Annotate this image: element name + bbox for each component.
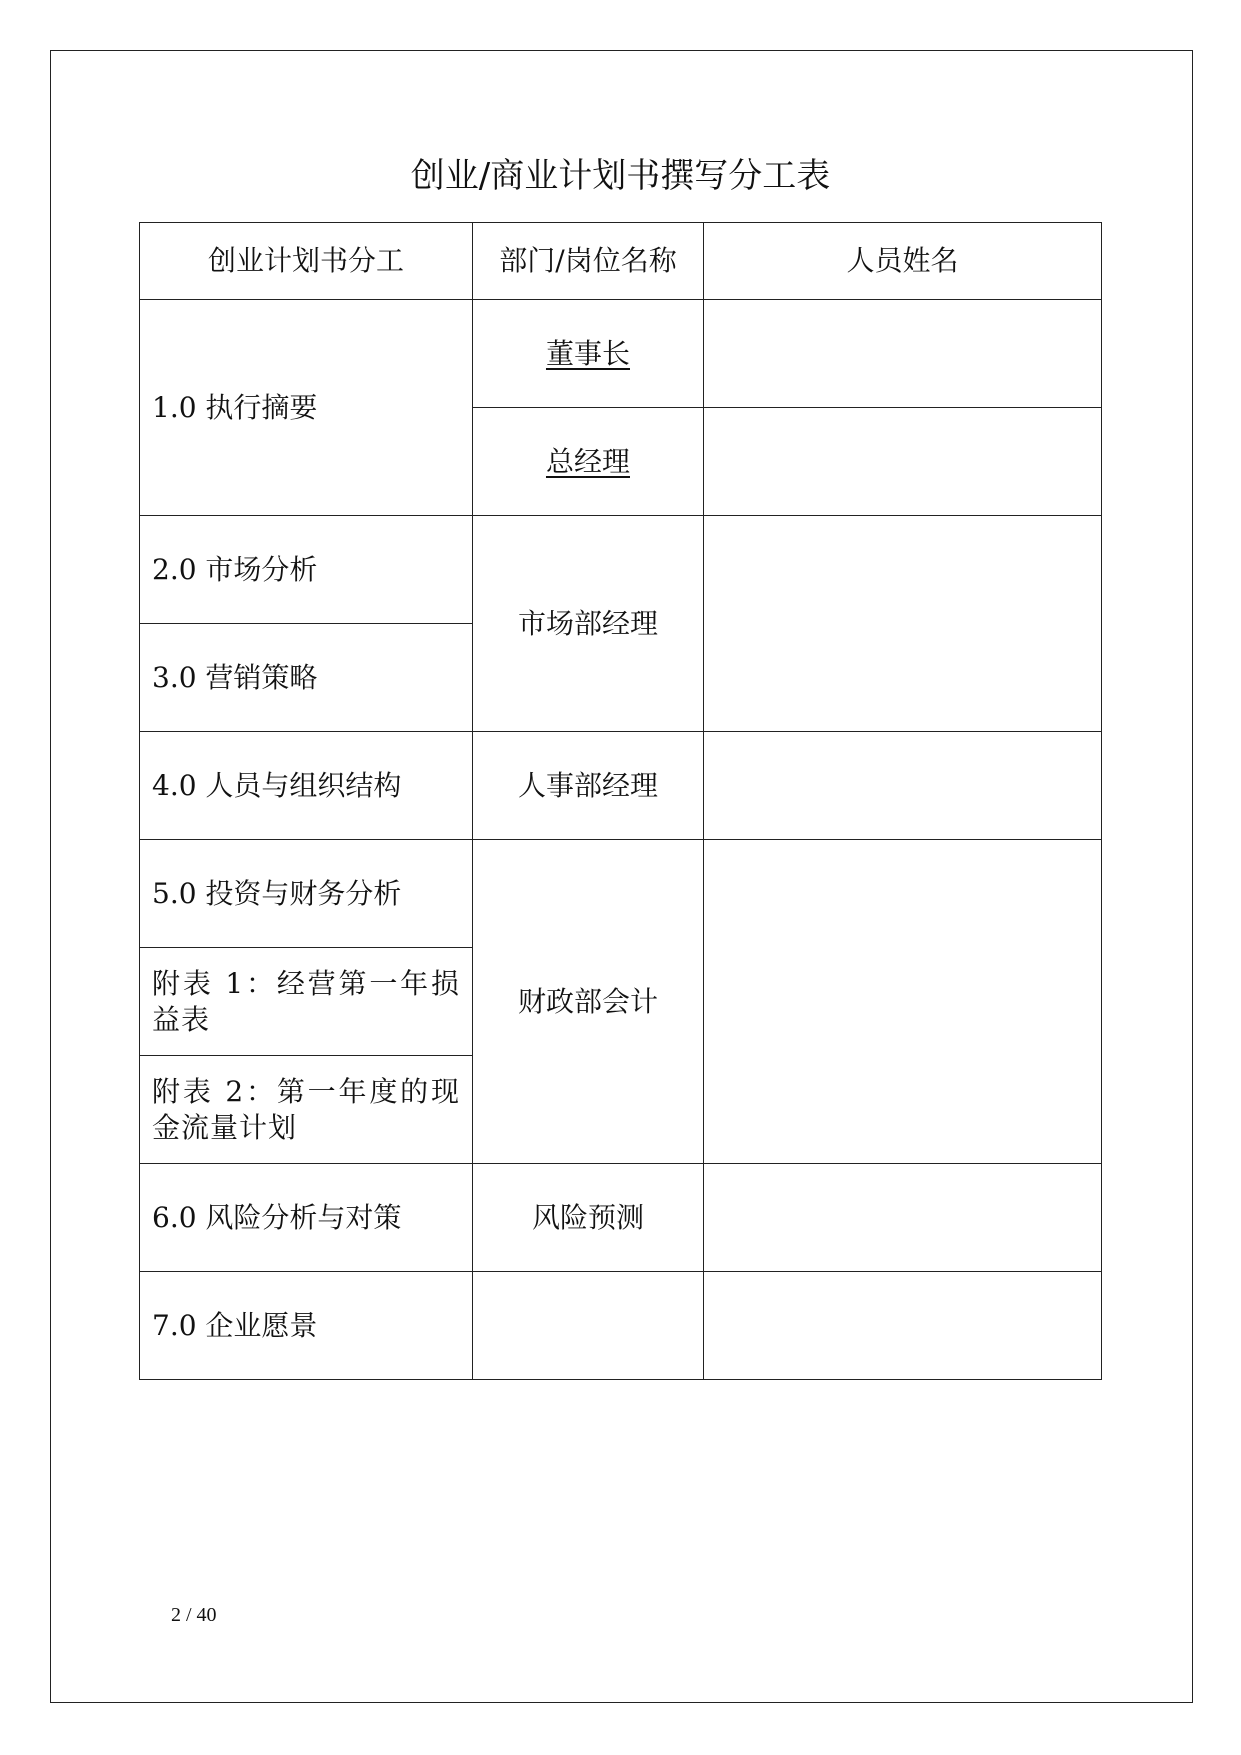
section-cell-appendix-2: 附表 2：第一年度的现金流量计划 — [140, 1056, 473, 1164]
role-cell-general-manager — [473, 408, 704, 516]
section-cell-appendix-1: 附表 1：经营第一年损益表 — [140, 948, 473, 1056]
section-cell-marketing-strategy: 3.0 营销策略 — [140, 624, 473, 732]
table-row — [140, 1272, 1102, 1380]
header-plan-section: 创业计划书分工 — [140, 223, 473, 300]
role-cell-risk-forecast: 风险预测 — [473, 1164, 704, 1272]
name-cell[interactable] — [704, 408, 1102, 516]
name-cell[interactable] — [704, 1164, 1102, 1272]
role-label: 董事长 — [545, 336, 630, 370]
section-cell-risk-analysis: 6.0 风险分析与对策 — [140, 1164, 473, 1272]
header-person-name: 人员姓名 — [704, 223, 1102, 300]
division-of-labor-table — [139, 222, 1102, 1380]
role-cell[interactable] — [473, 1272, 704, 1380]
name-cell[interactable] — [704, 1272, 1102, 1380]
role-cell-marketing-manager: 市场部经理 — [473, 516, 704, 732]
section-cell-market-analysis: 2.0 市场分析 — [140, 516, 473, 624]
header-department-role: 部门/岗位名称 — [473, 223, 704, 300]
role-cell-chairman — [473, 300, 704, 408]
table-row — [140, 1164, 1102, 1272]
table-row — [140, 516, 1102, 624]
section-cell-executive-summary: 1.0 执行摘要 — [140, 300, 473, 516]
name-cell[interactable] — [704, 840, 1102, 1164]
section-cell-organization: 4.0 人员与组织结构 — [140, 732, 473, 840]
table-row — [140, 840, 1102, 948]
page-number: 2 / 40 — [171, 1604, 217, 1626]
table-header-row — [140, 223, 1102, 300]
role-label: 总经理 — [545, 444, 630, 478]
name-cell[interactable] — [704, 516, 1102, 732]
table-row — [140, 300, 1102, 408]
page-title: 创业/商业计划书撰写分工表 — [410, 156, 831, 196]
role-cell-hr-manager: 人事部经理 — [473, 732, 704, 840]
section-cell-investment-finance: 5.0 投资与财务分析 — [140, 840, 473, 948]
table-row — [140, 732, 1102, 840]
role-cell-finance-accountant: 财政部会计 — [473, 840, 704, 1164]
name-cell[interactable] — [704, 300, 1102, 408]
name-cell[interactable] — [704, 732, 1102, 840]
section-cell-vision: 7.0 企业愿景 — [140, 1272, 473, 1380]
